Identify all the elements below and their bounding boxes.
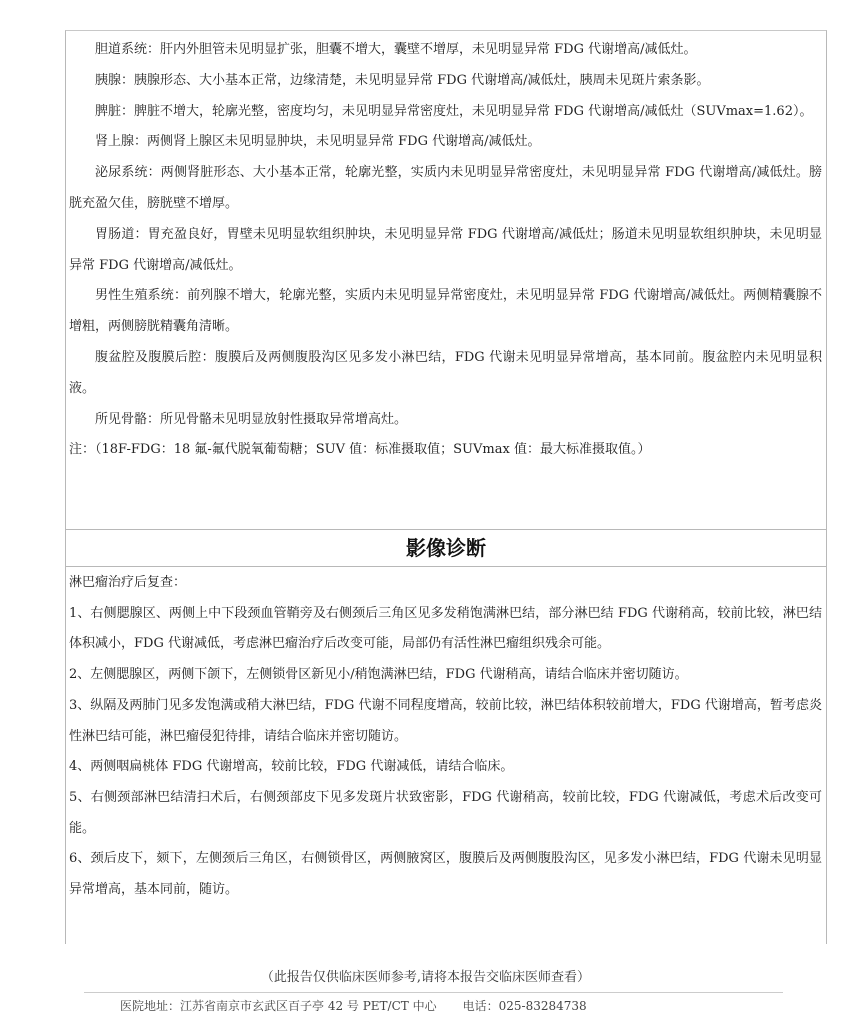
finding-abdominopelvic: 腹盆腔及腹膜后腔：腹膜后及两侧腹股沟区见多发小淋巴结，FDG 代谢未见明显异常增高，基本同前。腹盆腔内未见明显积液。 [69, 349, 822, 396]
diagnosis-item: 1、右侧腮腺区、两侧上中下段颈血管鞘旁及右侧颈后三角区见多发稍饱满淋巴结，部分淋巴结 FDG 代谢稍高，较前比较，淋巴结体积减小，FDG 代谢减低，考虑淋巴瘤治疗后改变可能，局部仍有活性淋巴瘤组织残余可能。 [69, 605, 822, 652]
report-frame [65, 30, 827, 944]
diagnosis-item: 6、颈后皮下，颏下，左侧颈后三角区，右侧锁骨区，两侧腋窝区，腹膜后及两侧腹股沟区，见多发小淋巴结，FDG 代谢未见明显异常增高，基本同前，随访。 [69, 851, 822, 898]
footer-contact [120, 996, 587, 1016]
diagnosis-intro: 淋巴瘤治疗后复查： [69, 575, 187, 590]
hospital-phone: 电话：025-83284738 [462, 999, 587, 1013]
finding-gastrointestinal: 胃肠道：胃充盈良好，胃壁未见明显软组织肿块，未见明显异常 FDG 代谢增高/减低灶；肠道未见明显软组织肿块，未见明显异常 FDG 代谢增高/减低灶。 [69, 226, 822, 273]
report-disclaimer: （此报告仅供临床医师参考,请将本报告交临床医师查看） [260, 970, 591, 985]
finding-spleen: 脾脏：脾脏不增大，轮廓光整，密度均匀，未见明显异常密度灶，未见明显异常 FDG 代谢增高/减低灶（SUVmax=1.62）。 [95, 103, 813, 119]
diagnosis-item: 5、右侧颈部淋巴结清扫术后，右侧颈部皮下见多发斑片状致密影，FDG 代谢稍高，较前比较，FDG 代谢减低，考虑术后改变可能。 [69, 789, 822, 836]
finding-male-reproductive: 男性生殖系统：前列腺不增大，轮廓光整，实质内未见明显异常密度灶，未见明显异常 FDG 代谢增高/减低灶。两侧精囊腺不增粗，两侧膀胱精囊角清晰。 [69, 288, 822, 335]
diagnosis-item: 4、两侧咽扁桃体 FDG 代谢增高，较前比较，FDG 代谢减低，请结合临床。 [69, 759, 514, 775]
footer-divider [84, 992, 783, 993]
finding-pancreas: 胰腺：胰腺形态、大小基本正常，边缘清楚，未见明显异常 FDG 代谢增高/减低灶，胰周未见斑片索条影。 [95, 72, 710, 88]
diagnosis-heading: 影像诊断 [66, 529, 826, 567]
diagnosis-item: 3、纵隔及两肺门见多发饱满或稍大淋巴结，FDG 代谢不同程度增高，较前比较，淋巴结体积较前增大，FDG 代谢增高，暂考虑炎性淋巴结可能，淋巴瘤侵犯待排，请结合临床并密切随访。 [69, 697, 822, 744]
findings-section [66, 31, 826, 529]
finding-urinary: 泌尿系统：两侧肾脏形态、大小基本正常，轮廓光整，实质内未见明显异常密度灶，未见明显异常 FDG 代谢增高/减低灶。膀胱充盈欠佳，膀胱壁不增厚。 [69, 165, 822, 211]
finding-adrenal: 肾上腺：两侧肾上腺区未见明显肿块，未见明显异常 FDG 代谢增高/减低灶。 [95, 134, 541, 150]
finding-bones: 所见骨骼：所见骨骼未见明显放射性摄取异常增高灶。 [95, 411, 408, 427]
finding-biliary: 胆道系统：肝内外胆管未见明显扩张，胆囊不增大，囊壁不增厚，未见明显异常 FDG 代谢增高/减低灶。 [95, 42, 697, 57]
diagnosis-section [66, 567, 826, 906]
abbreviation-note: 注：（18F-FDG：18 氟-氟代脱氧葡萄糖；SUV 值：标准摄取值；SUVmax 值：最大标准摄取值。） [69, 442, 651, 458]
diagnosis-item: 2、左侧腮腺区，两侧下颌下，左侧锁骨区新见小/稍饱满淋巴结，FDG 代谢稍高，请结合临床并密切随访。 [69, 667, 688, 683]
hospital-address: 医院地址：江苏省南京市玄武区百子亭 42 号 PET/CT 中心 [120, 999, 437, 1013]
